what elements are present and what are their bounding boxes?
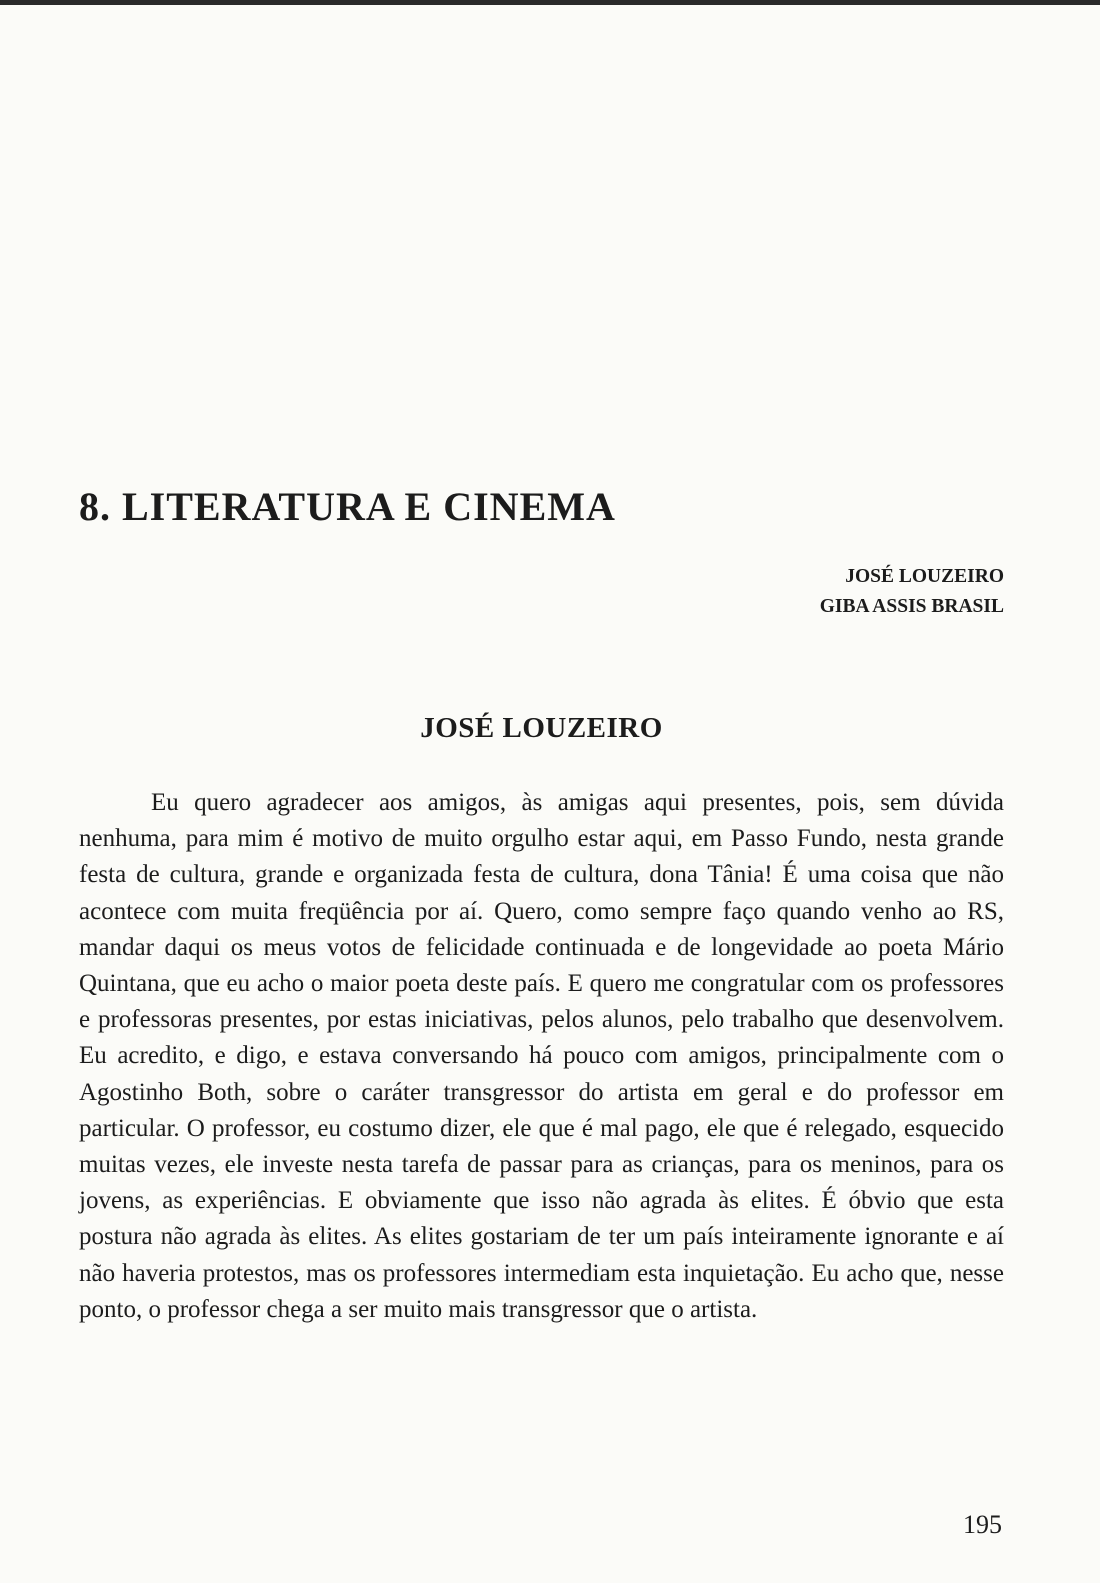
author-name: JOSÉ LOUZEIRO [845,566,1004,587]
body-paragraph: Eu quero agradecer aos amigos, às amigas aqui presentes, pois, sem dúvida nenhuma, para mim é motivo de muito orgulho estar aqui, em Passo Fundo, nesta grande festa de cultura, grande e organizada festa de cultura, dona Tânia! É uma coisa que não acontece com muita freqüência por aí. Quero, como sempre faço quando venho ao RS, mandar daqui os meus votos de felicidade continuada e de longevidade ao poeta Mário Quintana, que eu acho o maior poeta deste país. E quero me congratular com os professores e professoras presentes, por estas iniciativas, pelos alunos, pelo trabalho que desenvolvem. Eu acredito, e digo, e estava conversando há pouco com amigos, principalmente com o Agostinho Both, sobre o caráter transgressor do artista em geral e do professor em particular. O professor, eu costumo dizer, ele que é mal pago, ele que é relegado, esquecido muitas vezes, ele investe nesta tarefa de passar para as crianças, para os meninos, para os jovens, as experiências. E obviamente que isso não agrada às elites. É óbvio que esta postura não agrada às elites. As elites gostariam de ter um país inteiramente ignorante e aí não haveria protestos, mas os professores intermediam esta inquietação. Eu acho que, nesse ponto, o professor chega a ser muito mais transgressor que o artista. [79,789,1004,1323]
section-heading: JOSÉ LOUZEIRO [420,712,663,744]
author-name: GIBA ASSIS BRASIL [819,596,1004,617]
page-top-border [0,0,1100,5]
page-number: 195 [963,1510,1002,1539]
chapter-title: 8. LITERATURA E CINEMA [79,484,616,529]
chapter-authors [820,562,1004,622]
